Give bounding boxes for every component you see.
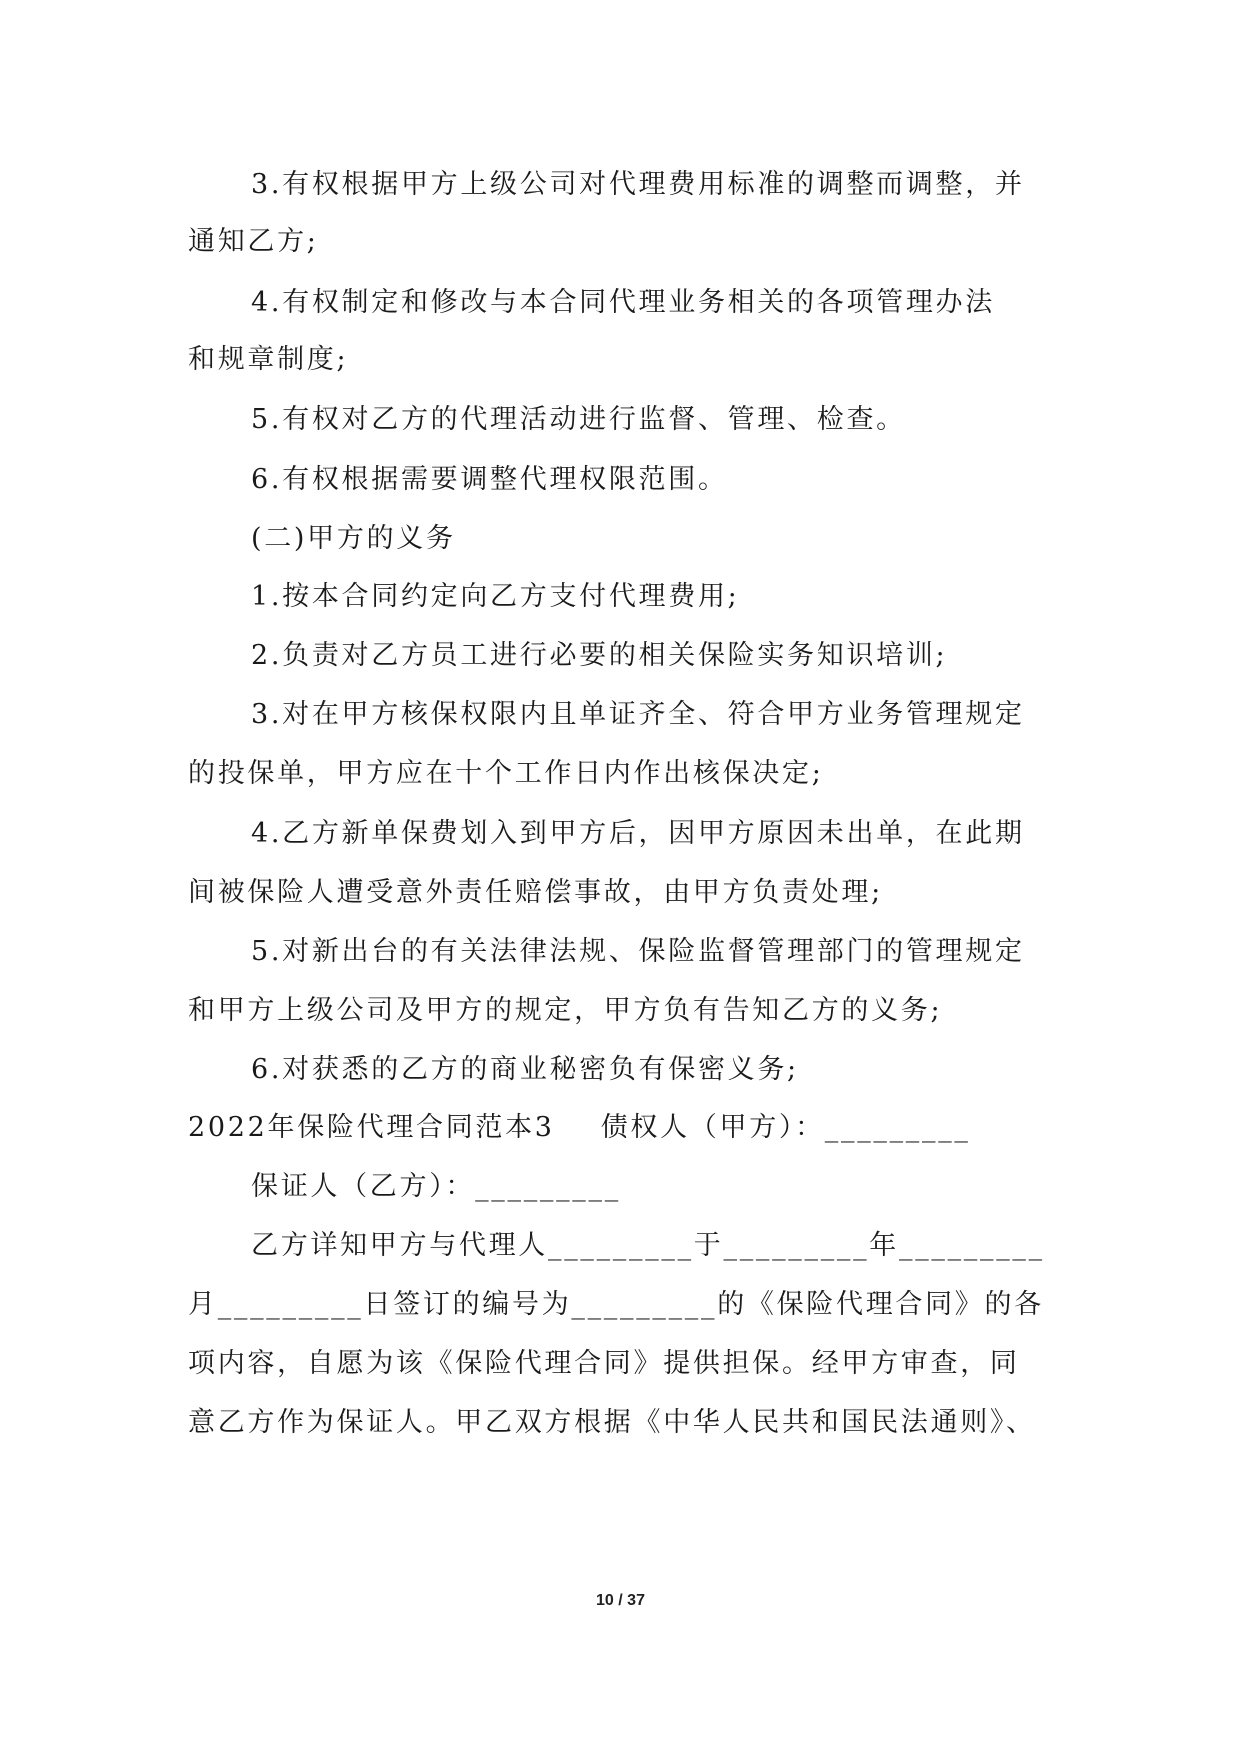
paragraph-line: 间被保险人遭受意外责任赔偿事故，由甲方负责处理; (188, 877, 883, 908)
paragraph-line: 意乙方作为保证人。甲乙双方根据《中华人民共和国民法通则》、 (188, 1407, 1036, 1438)
contract-title: 2022年保险代理合同范本3 (188, 1112, 555, 1143)
paragraph-line: 6.对获悉的乙方的商业秘密负有保密义务; (251, 1054, 799, 1085)
paragraph-line: 5.有权对乙方的代理活动进行监督、管理、检查。 (251, 404, 906, 435)
contract-title-line (188, 1108, 971, 1148)
paragraph-line: 通知乙方; (188, 226, 319, 257)
guarantor-field: 保证人（乙方）：_________ (251, 1171, 621, 1202)
paragraph-line: 3.有权根据甲方上级公司对代理费用标准的调整而调整，并 (251, 169, 1025, 200)
paragraph-line: 和规章制度; (188, 344, 349, 375)
paragraph-line: 乙方详知甲方与代理人_________于_________年_________ (251, 1230, 1045, 1261)
paragraph-line: 的投保单，甲方应在十个工作日内作出核保决定; (188, 758, 824, 789)
paragraph-line: 3.对在甲方核保权限内且单证齐全、符合甲方业务管理规定 (251, 699, 1025, 730)
paragraph-line: 4.有权制定和修改与本合同代理业务相关的各项管理办法 (251, 287, 995, 318)
paragraph-line: 项内容，自愿为该《保险代理合同》提供担保。经甲方审查，同 (188, 1348, 1020, 1379)
paragraph-line: 2.负责对乙方员工进行必要的相关保险实务知识培训; (251, 640, 948, 671)
paragraph-line: 和甲方上级公司及甲方的规定，甲方负有告知乙方的义务; (188, 995, 943, 1026)
paragraph-line: 1.按本合同约定向乙方支付代理费用; (251, 581, 740, 612)
paragraph-line: 5.对新出台的有关法律法规、保险监督管理部门的管理规定 (251, 936, 1025, 967)
section-heading: (二)甲方的义务 (251, 523, 456, 554)
paragraph-line: 4.乙方新单保费划入到甲方后，因甲方原因未出单，在此期 (251, 818, 1025, 849)
creditor-field: 债权人（甲方）：_________ (600, 1112, 971, 1143)
page-number: 10 / 37 (596, 1592, 645, 1609)
paragraph-line: 6.有权根据需要调整代理权限范围。 (251, 464, 728, 495)
paragraph-line: 月_________日签订的编号为_________的《保险代理合同》的各 (188, 1289, 1044, 1320)
